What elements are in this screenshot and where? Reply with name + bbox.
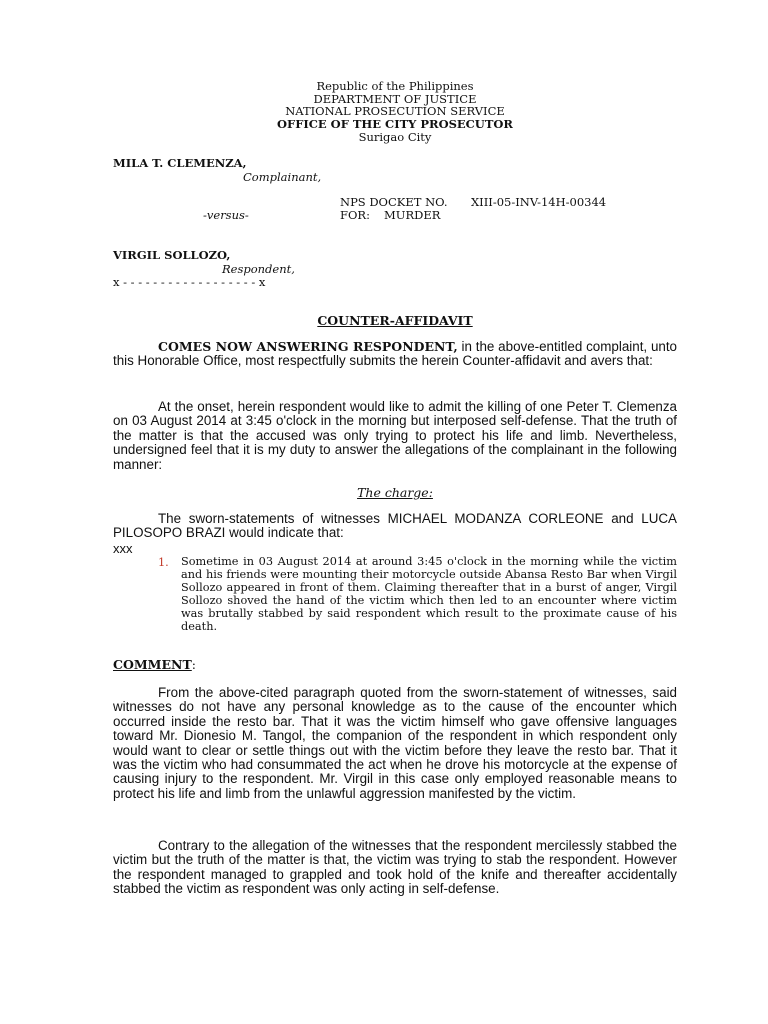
for-value: MURDER	[384, 208, 441, 222]
intro-paragraph	[113, 340, 677, 369]
complainant-name: MILA T. CLEMENZA,	[113, 156, 247, 170]
respondent-name: VIRGIL SOLLOZO,	[113, 248, 231, 262]
paragraph-onset: At the onset, herein respondent would like to admit the killing of one Peter T. Clemenza on 03 August 2014 at 3:45 o'clock in the morning but interposed self-defense. That the truth of the matter is that the accused was only trying to protect his life and limb. Nevertheless, undersigned feel that it is my duty to answer the allegations of the complainant in the following manner:	[113, 399, 677, 472]
xxx-marker: xxx	[113, 541, 133, 556]
paragraph-witnesses: The sworn-statements of witnesses MICHAEL MODANZA CORLEONE and LUCA PILOSOPO BRAZI would indicate that:	[113, 511, 677, 541]
header-city: Surigao City	[358, 130, 432, 144]
versus-label: -versus-	[203, 208, 249, 222]
header-republic: Republic of the Philippines	[316, 79, 474, 93]
header-department: DEPARTMENT OF JUSTICE	[313, 92, 477, 106]
intro-rest: in the above-entitled complaint, unto this Honorable Office, most respectfully submits the herein Counter-affidavit and avers that:	[113, 339, 678, 369]
for-label: FOR:	[340, 208, 370, 222]
charge-heading: The charge:	[357, 485, 433, 500]
complainant-role: Complainant,	[243, 170, 322, 184]
docket-value: XIII-05-INV-14H-00344	[471, 195, 607, 209]
header-office: OFFICE OF THE CITY PROSECUTOR	[277, 117, 513, 131]
list-item-text: Sometime in 03 August 2014 at around 3:45 o'clock in the morning while the victim and his friends were mounting their motorcycle outside Abansa Resto Bar when Virgil Sollozo appeared in front of them. Claiming thereafter that in a burst of anger, Virgil Sollozo shoved the hand of the victim which then led to an encounter where victim was brutally stabbed by said respondent which result to the proximate cause of his death.	[181, 555, 677, 633]
comment-heading-colon: :	[191, 657, 196, 672]
intro-bold: COMES NOW ANSWERING RESPONDENT,	[158, 339, 458, 354]
paragraph-contrary: Contrary to the allegation of the witnesses that the respondent mercilessly stabbed the victim but the truth of the matter is that, the victim was trying to stab the respondent. However the respondent managed to grappled and took hold of the knife and thereafter accidentally stabbed the victim as respondent was only acting in self-defense.	[113, 838, 677, 897]
list-item-number: 1.	[158, 556, 169, 569]
comment-heading-text: COMMENT	[113, 657, 192, 672]
respondent-role: Respondent,	[222, 262, 295, 276]
document-title: COUNTER-AFFIDAVIT	[317, 313, 473, 328]
docket-label: NPS DOCKET NO.	[340, 195, 448, 209]
comment-heading	[113, 657, 196, 672]
caption-separator: x - - - - - - - - - - - - - - - - - - x	[113, 275, 266, 289]
paragraph-comment: From the above-cited paragraph quoted from the sworn-statement of witnesses, said witnesses do not have any personal knowledge as to the cause of the encounter which occurred inside the resto bar. That it was the victim himself who gave offensive languages toward Mr. Dionesio M. Tangol, the companion of the respondent in which respondent only would want to clear or settle things out with the victim before they leave the resto bar. That it was the victim who had consummated the act when he drove his motorcycle at the expense of causing injury to the respondent. Mr. Virgil in this case only employed reasonable means to protect his life and limb from the unlawful aggression manifested by the victim.	[113, 685, 677, 801]
header-service: NATIONAL PROSECUTION SERVICE	[285, 104, 505, 118]
